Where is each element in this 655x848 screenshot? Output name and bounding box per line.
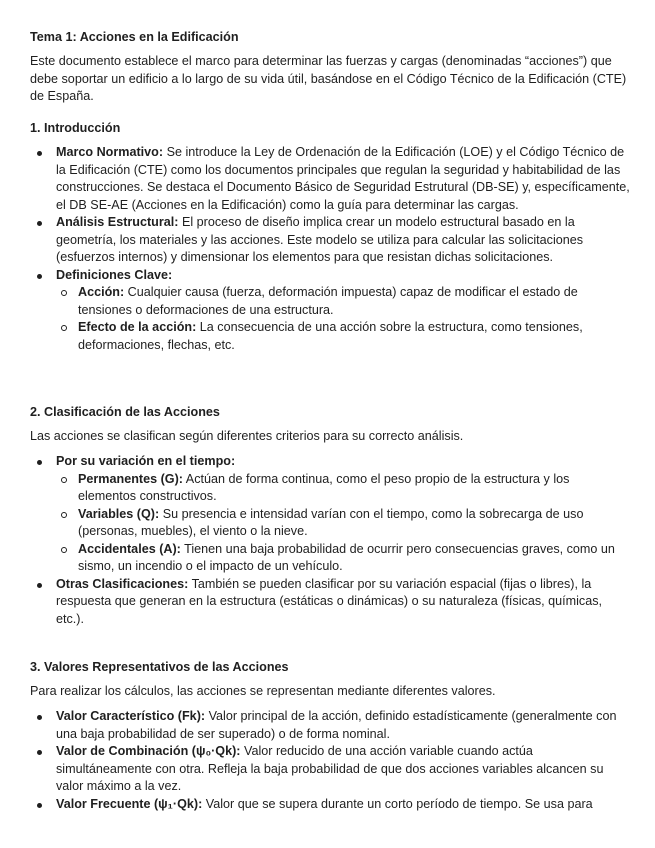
item-text: Tienen una baja probabilidad de ocurrir pero consecuencias graves, como un sismo, un incendio o el impacto de un vehículo.	[78, 541, 615, 573]
section-1-heading: 1. Introducción	[30, 121, 121, 135]
list-item	[30, 708, 630, 743]
document-title: Tema 1: Acciones en la Edificación	[30, 30, 239, 44]
item-term: Definiciones Clave:	[56, 267, 173, 282]
sub-list-item	[56, 319, 630, 354]
item-text: Actúan de forma continua, como el peso propio de la estructura y los elementos constructivos.	[78, 471, 570, 503]
item-text: Su presencia e intensidad varían con el tiempo, como la sobrecarga de uso (personas, muebles), el viento o la nieve.	[78, 506, 584, 538]
sub-list	[56, 284, 630, 354]
item-text: También se pueden clasificar por su variación espacial (fijas o libres), la respuesta que generan en la estructura (estáticas o dinámicas) o su naturaleza (físicas, químicas, etc.).	[56, 576, 603, 626]
list-item	[30, 267, 630, 355]
list-item	[30, 576, 630, 629]
sub-list-item	[56, 471, 630, 506]
item-term: Por su variación en el tiempo:	[56, 454, 236, 468]
list-item	[30, 453, 630, 576]
section-2-heading: 2. Clasificación de las Acciones	[30, 405, 220, 419]
item-term: Permanentes (G):	[78, 471, 183, 486]
item-text: Valor que se supera durante un corto período de tiempo. Se usa para	[202, 796, 593, 811]
item-text: Valor principal de la acción, definido estadísticamente (generalmente con una baja probabilidad de ser superado) o de forma nominal.	[56, 709, 617, 741]
item-term: Valor Frecuente (ψ₁·Qk):	[56, 796, 203, 811]
item-term: Accidentales (A):	[78, 541, 181, 556]
item-term: Variables (Q):	[78, 506, 160, 521]
sub-list-item	[56, 284, 630, 319]
intro-paragraph: Este documento establece el marco para determinar las fuerzas y cargas (denominadas “acciones”) que debe soportar un edificio a lo largo de su vida útil, basándose en el Código Técnico de la Edificación (CTE) de España.	[30, 54, 627, 103]
item-term: Acción:	[78, 285, 125, 299]
section-3-intro: Para realizar los cálculos, las acciones se representan mediante diferentes valores.	[30, 684, 496, 698]
list-item	[30, 144, 630, 214]
sub-list	[56, 471, 630, 576]
section-3-list	[30, 708, 630, 813]
list-item	[30, 796, 630, 814]
item-text: Se introduce la Ley de Ordenación de la Edificación (LOE) y el Código Técnico de la Edificación (CTE) como los documentos principales que regulan la seguridad y habitabilidad de las construcciones. Se destaca el Documento Básico de Seguridad Estrutural (DB-SE) y, específicamente, el DB SE-AE (Acciones en la Edificación) como la guía para determinar las cargas.	[56, 145, 630, 212]
item-text: La consecuencia de una acción sobre la estructura, como tensiones, deformaciones, flechas, etc.	[78, 320, 583, 352]
item-term: Valor de Combinación (ψ₀·Qk):	[56, 744, 241, 758]
item-term: Marco Normativo:	[56, 145, 164, 159]
list-item	[30, 214, 630, 267]
item-term: Análisis Estructural:	[56, 215, 179, 229]
item-term: Valor Característico (Fk):	[56, 709, 206, 723]
item-term: Otras Clasificaciones:	[56, 576, 189, 591]
section-2-intro: Las acciones se clasifican según diferentes criterios para su correcto análisis.	[30, 429, 464, 443]
section-1-list	[30, 144, 630, 354]
list-item	[30, 743, 630, 796]
sub-list-item	[56, 506, 630, 541]
item-term: Efecto de la acción:	[78, 320, 197, 334]
section-2-list	[30, 453, 630, 628]
section-3-heading: 3. Valores Representativos de las Acciones	[30, 660, 289, 674]
item-text: El proceso de diseño implica crear un modelo estructural basado en la geometría, los materiales y las acciones. Este modelo se utiliza para calcular las solicitaciones (esfuerzos internos) y dimensionar los elementos para que resistan dichas solicitaciones.	[56, 215, 584, 264]
item-text: Valor reducido de una acción variable cuando actúa simultáneamente con otra. Refleja la baja probabilidad de que dos acciones variables alcancen su valor máximo a la vez.	[56, 744, 604, 793]
item-text: Cualquier causa (fuerza, deformación impuesta) capaz de modificar el estado de tensiones o deformaciones de una estructura.	[78, 285, 578, 317]
sub-list-item	[56, 541, 630, 576]
